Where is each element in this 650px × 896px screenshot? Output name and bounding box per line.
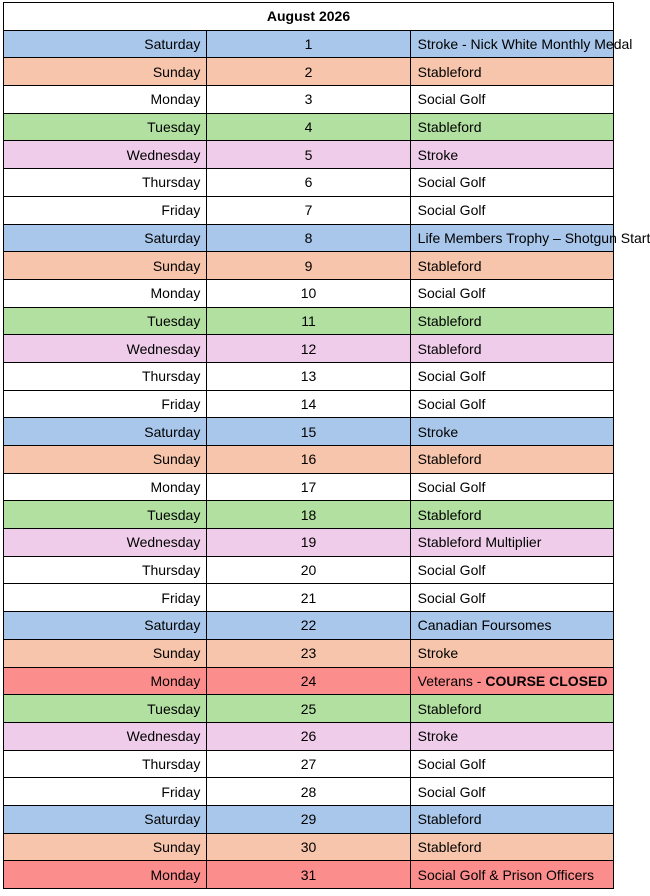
- page-title: August 2026: [4, 3, 614, 31]
- event-cell: [410, 335, 613, 363]
- event-text: Stroke: [417, 423, 459, 440]
- event-text: Social Golf: [417, 174, 486, 191]
- day-number-cell: 10: [207, 279, 410, 307]
- day-name-cell: Tuesday: [4, 113, 207, 141]
- event-cell: [410, 252, 613, 280]
- event-text: Social Golf: [417, 589, 486, 606]
- day-name-cell: Monday: [4, 861, 207, 889]
- table-row: [4, 750, 614, 778]
- table-row: [4, 390, 614, 418]
- event-cell: [410, 473, 613, 501]
- day-number-cell: 25: [207, 695, 410, 723]
- event-text: Stableford: [417, 340, 482, 357]
- event-cell: [410, 86, 613, 114]
- table-row: [4, 695, 614, 723]
- event-text: Social Golf & Prison Officers: [417, 866, 595, 883]
- day-number-cell: 11: [207, 307, 410, 335]
- event-cell: [410, 307, 613, 335]
- day-number-cell: 14: [207, 390, 410, 418]
- event-text: Stableford: [417, 838, 482, 855]
- table-row: [4, 113, 614, 141]
- day-number-cell: 16: [207, 446, 410, 474]
- event-cell: [410, 141, 613, 169]
- event-cell: [410, 722, 613, 750]
- event-cell: [410, 667, 613, 695]
- event-text: Life Members Trophy – Shotgun Start: [417, 229, 650, 246]
- event-text: Stableford: [417, 451, 482, 468]
- day-name-cell: Tuesday: [4, 501, 207, 529]
- table-row: [4, 335, 614, 363]
- event-text: Canadian Foursomes: [417, 617, 552, 634]
- event-text: Social Golf: [417, 479, 486, 496]
- day-name-cell: Monday: [4, 279, 207, 307]
- day-number-cell: 17: [207, 473, 410, 501]
- table-row: [4, 279, 614, 307]
- day-number-cell: 3: [207, 86, 410, 114]
- day-number-cell: 21: [207, 584, 410, 612]
- event-cell: [410, 279, 613, 307]
- day-name-cell: Saturday: [4, 224, 207, 252]
- table-row: [4, 861, 614, 889]
- table-row: [4, 418, 614, 446]
- event-text: Stableford Multiplier: [417, 534, 542, 551]
- table-row: [4, 446, 614, 474]
- event-cell: [410, 418, 613, 446]
- day-number-cell: 1: [207, 30, 410, 58]
- day-name-cell: Sunday: [4, 833, 207, 861]
- event-text: Stableford: [417, 257, 482, 274]
- event-cell: [410, 861, 613, 889]
- event-text: Social Golf: [417, 202, 486, 219]
- event-cell: [410, 556, 613, 584]
- table-row: [4, 501, 614, 529]
- table-row: [4, 224, 614, 252]
- table-row: [4, 612, 614, 640]
- day-name-cell: Sunday: [4, 58, 207, 86]
- day-number-cell: 20: [207, 556, 410, 584]
- event-text: Social Golf: [417, 395, 486, 412]
- day-name-cell: Monday: [4, 473, 207, 501]
- day-number-cell: 13: [207, 362, 410, 390]
- day-name-cell: Tuesday: [4, 695, 207, 723]
- event-text: Veterans -: [417, 672, 486, 689]
- table-row: [4, 141, 614, 169]
- day-number-cell: 15: [207, 418, 410, 446]
- event-emphasis-text: COURSE CLOSED: [485, 672, 608, 689]
- event-text: Stableford: [417, 700, 482, 717]
- day-name-cell: Thursday: [4, 556, 207, 584]
- day-name-cell: Saturday: [4, 805, 207, 833]
- event-cell: [410, 612, 613, 640]
- event-text: Social Golf: [417, 285, 486, 302]
- table-row: [4, 722, 614, 750]
- day-name-cell: Friday: [4, 778, 207, 806]
- day-name-cell: Wednesday: [4, 529, 207, 557]
- table-row: [4, 778, 614, 806]
- event-text: Social Golf: [417, 91, 486, 108]
- table-row: [4, 584, 614, 612]
- day-number-cell: 7: [207, 196, 410, 224]
- day-number-cell: 28: [207, 778, 410, 806]
- event-cell: [410, 529, 613, 557]
- table-row: [4, 58, 614, 86]
- day-number-cell: 31: [207, 861, 410, 889]
- event-text: Stroke: [417, 146, 459, 163]
- event-cell: [410, 778, 613, 806]
- title-row: [4, 3, 614, 31]
- day-number-cell: 5: [207, 141, 410, 169]
- day-name-cell: Sunday: [4, 252, 207, 280]
- day-name-cell: Tuesday: [4, 307, 207, 335]
- event-cell: [410, 362, 613, 390]
- event-text: Social Golf: [417, 368, 486, 385]
- event-cell: [410, 224, 650, 252]
- event-text: Stroke: [417, 645, 459, 662]
- event-text: Stableford: [417, 811, 482, 828]
- day-number-cell: 30: [207, 833, 410, 861]
- event-text: Stableford: [417, 119, 482, 136]
- event-cell: [410, 805, 613, 833]
- day-name-cell: Wednesday: [4, 722, 207, 750]
- day-name-cell: Friday: [4, 196, 207, 224]
- table-row: [4, 667, 614, 695]
- event-cell: [410, 30, 633, 58]
- event-cell: [410, 113, 613, 141]
- day-number-cell: 23: [207, 639, 410, 667]
- event-cell: [410, 196, 613, 224]
- calendar-document: [3, 2, 650, 889]
- day-number-cell: 26: [207, 722, 410, 750]
- table-row: [4, 86, 614, 114]
- event-text: Social Golf: [417, 783, 486, 800]
- event-cell: [410, 750, 613, 778]
- table-row: [4, 252, 614, 280]
- day-number-cell: 6: [207, 169, 410, 197]
- table-row: [4, 556, 614, 584]
- event-text: Stroke: [417, 728, 459, 745]
- day-name-cell: Monday: [4, 667, 207, 695]
- event-cell: [410, 58, 613, 86]
- day-name-cell: Thursday: [4, 750, 207, 778]
- event-cell: [410, 390, 613, 418]
- day-number-cell: 8: [207, 224, 410, 252]
- event-cell: [410, 833, 613, 861]
- table-row: [4, 169, 614, 197]
- event-cell: [410, 501, 613, 529]
- event-cell: [410, 169, 613, 197]
- table-row: [4, 529, 614, 557]
- table-row: [4, 805, 614, 833]
- table-row: [4, 196, 614, 224]
- day-number-cell: 12: [207, 335, 410, 363]
- event-text: Stroke - Nick White Monthly Medal: [417, 36, 633, 53]
- day-name-cell: Thursday: [4, 362, 207, 390]
- day-name-cell: Thursday: [4, 169, 207, 197]
- calendar-table: [3, 2, 650, 889]
- table-row: [4, 473, 614, 501]
- event-text: Stableford: [417, 312, 482, 329]
- event-text: Stableford: [417, 506, 482, 523]
- day-name-cell: Wednesday: [4, 335, 207, 363]
- day-name-cell: Sunday: [4, 639, 207, 667]
- day-number-cell: 18: [207, 501, 410, 529]
- table-row: [4, 362, 614, 390]
- event-cell: [410, 584, 613, 612]
- day-name-cell: Monday: [4, 86, 207, 114]
- day-name-cell: Saturday: [4, 612, 207, 640]
- day-number-cell: 27: [207, 750, 410, 778]
- event-text: Social Golf: [417, 562, 486, 579]
- event-cell: [410, 639, 613, 667]
- day-number-cell: 4: [207, 113, 410, 141]
- day-name-cell: Saturday: [4, 30, 207, 58]
- day-name-cell: Saturday: [4, 418, 207, 446]
- event-text: Social Golf: [417, 755, 486, 772]
- day-number-cell: 22: [207, 612, 410, 640]
- day-name-cell: Friday: [4, 390, 207, 418]
- table-row: [4, 833, 614, 861]
- day-name-cell: Wednesday: [4, 141, 207, 169]
- event-text: Stableford: [417, 63, 482, 80]
- event-cell: [410, 446, 613, 474]
- table-row: [4, 30, 614, 58]
- day-number-cell: 29: [207, 805, 410, 833]
- day-number-cell: 24: [207, 667, 410, 695]
- day-number-cell: 2: [207, 58, 410, 86]
- table-row: [4, 639, 614, 667]
- table-row: [4, 307, 614, 335]
- day-number-cell: 9: [207, 252, 410, 280]
- day-name-cell: Friday: [4, 584, 207, 612]
- day-number-cell: 19: [207, 529, 410, 557]
- event-cell: [410, 695, 613, 723]
- day-name-cell: Sunday: [4, 446, 207, 474]
